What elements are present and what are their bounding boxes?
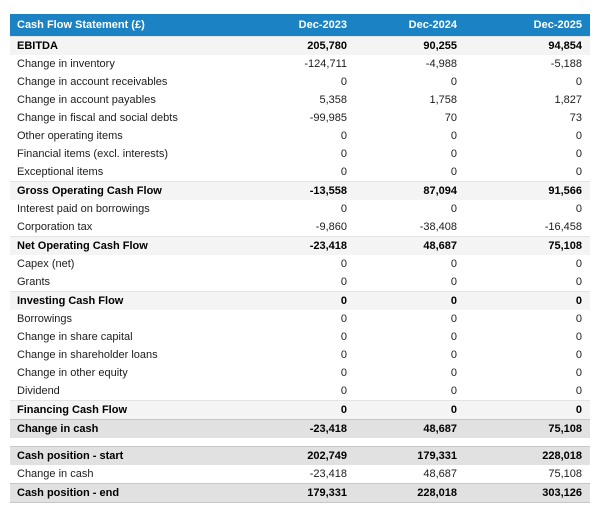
row-label: Grants	[10, 273, 240, 292]
table-row	[10, 401, 590, 420]
cell-value: -4,988	[355, 55, 465, 73]
row-label: Borrowings	[10, 310, 240, 328]
cell-value: 0	[465, 401, 590, 420]
table-row	[10, 420, 590, 439]
cell-value: 1,827	[465, 91, 590, 109]
cell-value: 0	[465, 73, 590, 91]
row-label: Change in shareholder loans	[10, 346, 240, 364]
cell-value: 94,854	[465, 37, 590, 56]
row-label: Net Operating Cash Flow	[10, 237, 240, 256]
cell-value: 0	[240, 292, 355, 311]
row-label: Capex (net)	[10, 255, 240, 273]
cell-value: 0	[465, 346, 590, 364]
table-body	[10, 37, 590, 503]
table-row	[10, 346, 590, 364]
cell-value: 75,108	[465, 465, 590, 484]
table-row	[10, 127, 590, 145]
row-label: Change in cash	[10, 465, 240, 484]
cell-value: 202,749	[240, 447, 355, 466]
column-header-dec-2025: Dec-2025	[465, 14, 590, 37]
cell-value: 0	[355, 145, 465, 163]
row-label: Dividend	[10, 382, 240, 401]
table-row	[10, 292, 590, 311]
cell-value: 179,331	[355, 447, 465, 466]
cell-value: 0	[465, 292, 590, 311]
row-label: Change in share capital	[10, 328, 240, 346]
table-row	[10, 145, 590, 163]
row-label: Cash position - start	[10, 447, 240, 466]
cell-value: 0	[465, 364, 590, 382]
table-row	[10, 91, 590, 109]
cell-value: 0	[355, 200, 465, 218]
cell-value: 0	[465, 145, 590, 163]
table-row	[10, 255, 590, 273]
row-label: Change in account receivables	[10, 73, 240, 91]
table-row	[10, 237, 590, 256]
table-row	[10, 182, 590, 201]
cell-value: 1,758	[355, 91, 465, 109]
cell-value: 87,094	[355, 182, 465, 201]
cell-value: 0	[465, 382, 590, 401]
cell-value: -16,458	[465, 218, 590, 237]
table-row	[10, 73, 590, 91]
row-spacer	[10, 438, 590, 447]
cell-value: 0	[240, 273, 355, 292]
cell-value: 0	[240, 73, 355, 91]
cell-value: 0	[355, 292, 465, 311]
cell-value: 0	[240, 328, 355, 346]
spacer-row	[10, 438, 590, 447]
cell-value: -23,418	[240, 237, 355, 256]
column-header-dec-2023: Dec-2023	[240, 14, 355, 37]
table-row	[10, 37, 590, 56]
row-label: Change in inventory	[10, 55, 240, 73]
row-label: Investing Cash Flow	[10, 292, 240, 311]
cell-value: 70	[355, 109, 465, 127]
cell-value: 0	[465, 255, 590, 273]
cell-value: 303,126	[465, 484, 590, 503]
cell-value: -13,558	[240, 182, 355, 201]
cell-value: 0	[355, 273, 465, 292]
cell-value: 0	[355, 255, 465, 273]
cell-value: -124,711	[240, 55, 355, 73]
cell-value: 0	[465, 273, 590, 292]
cell-value: 0	[355, 310, 465, 328]
table-row	[10, 163, 590, 182]
cell-value: 48,687	[355, 465, 465, 484]
table-row	[10, 465, 590, 484]
cell-value: 0	[465, 200, 590, 218]
row-label: Change in fiscal and social debts	[10, 109, 240, 127]
cell-value: 0	[355, 127, 465, 145]
cell-value: 0	[355, 401, 465, 420]
table-row	[10, 218, 590, 237]
cell-value: 179,331	[240, 484, 355, 503]
table-row	[10, 328, 590, 346]
cell-value: 48,687	[355, 420, 465, 439]
cell-value: 75,108	[465, 420, 590, 439]
row-label: Change in account payables	[10, 91, 240, 109]
cell-value: -38,408	[355, 218, 465, 237]
cell-value: 90,255	[355, 37, 465, 56]
column-header-dec-2024: Dec-2024	[355, 14, 465, 37]
row-label: Gross Operating Cash Flow	[10, 182, 240, 201]
cell-value: 0	[355, 346, 465, 364]
table-row	[10, 55, 590, 73]
cell-value: -23,418	[240, 420, 355, 439]
cell-value: 0	[240, 255, 355, 273]
table-row	[10, 273, 590, 292]
cell-value: 5,358	[240, 91, 355, 109]
table-row	[10, 310, 590, 328]
cell-value: 0	[355, 328, 465, 346]
row-label: Financing Cash Flow	[10, 401, 240, 420]
row-label: Change in other equity	[10, 364, 240, 382]
cell-value: 0	[240, 310, 355, 328]
cell-value: 0	[465, 163, 590, 182]
cell-value: 228,018	[465, 447, 590, 466]
cell-value: -5,188	[465, 55, 590, 73]
table-row	[10, 200, 590, 218]
cell-value: 0	[355, 163, 465, 182]
cell-value: -9,860	[240, 218, 355, 237]
table-row	[10, 109, 590, 127]
cell-value: 0	[240, 346, 355, 364]
cell-value: 0	[465, 127, 590, 145]
table-row	[10, 447, 590, 466]
cell-value: 205,780	[240, 37, 355, 56]
cell-value: 0	[355, 382, 465, 401]
cell-value: 0	[355, 364, 465, 382]
row-label: Exceptional items	[10, 163, 240, 182]
cell-value: 0	[355, 73, 465, 91]
cell-value: -99,985	[240, 109, 355, 127]
cell-value: 73	[465, 109, 590, 127]
cell-value: 0	[465, 310, 590, 328]
cell-value: 0	[240, 163, 355, 182]
cell-value: 91,566	[465, 182, 590, 201]
row-label: Financial items (excl. interests)	[10, 145, 240, 163]
row-label: Interest paid on borrowings	[10, 200, 240, 218]
row-label: Change in cash	[10, 420, 240, 439]
cell-value: -23,418	[240, 465, 355, 484]
cell-value: 0	[240, 145, 355, 163]
table-row	[10, 364, 590, 382]
row-label: Cash position - end	[10, 484, 240, 503]
cell-value: 0	[240, 364, 355, 382]
cell-value: 0	[240, 127, 355, 145]
cell-value: 0	[465, 328, 590, 346]
table-row	[10, 484, 590, 503]
table-title: Cash Flow Statement (£)	[10, 14, 240, 37]
row-label: EBITDA	[10, 37, 240, 56]
cash-flow-table	[10, 14, 590, 503]
cell-value: 0	[240, 200, 355, 218]
table-row	[10, 382, 590, 401]
cell-value: 0	[240, 382, 355, 401]
cell-value: 48,687	[355, 237, 465, 256]
cell-value: 228,018	[355, 484, 465, 503]
cell-value: 0	[240, 401, 355, 420]
row-label: Other operating items	[10, 127, 240, 145]
row-label: Corporation tax	[10, 218, 240, 237]
header-row	[10, 14, 590, 37]
cell-value: 75,108	[465, 237, 590, 256]
